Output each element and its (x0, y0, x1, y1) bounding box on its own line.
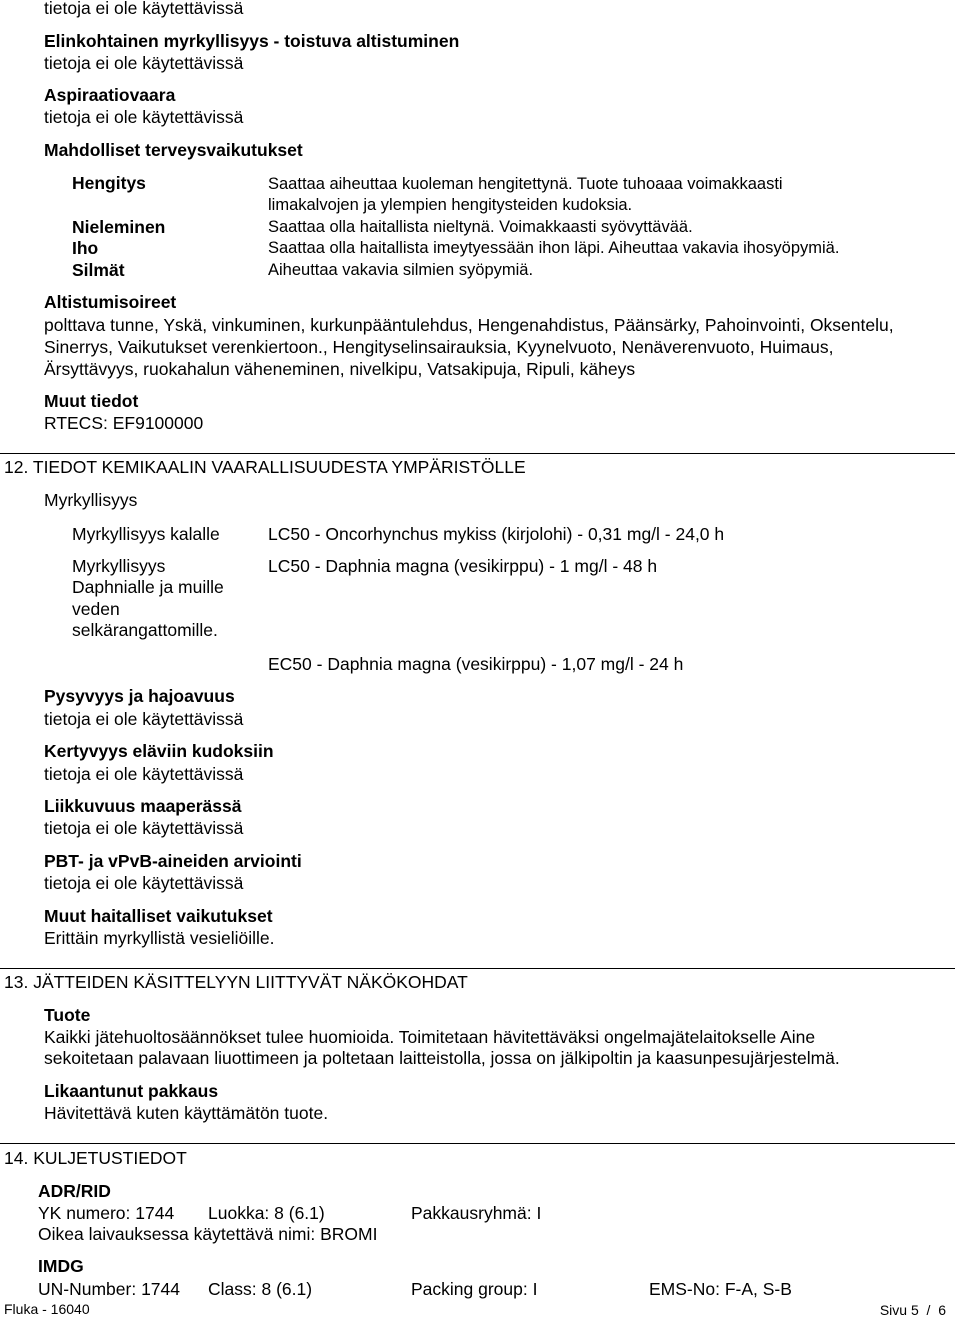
route-text-inhalation-1: Saattaa aiheuttaa kuoleman hengitettynä. Tuote tuhoaaa voimakkaasti (268, 175, 783, 193)
adr-title: ADR/RID (38, 1181, 111, 1201)
packaging-text: Hävitettävä kuten käyttämätön tuote. (44, 1103, 329, 1123)
symptoms-title: Altistumisoireet (44, 292, 177, 312)
bioaccumulation-text: tietoja ei ole käytettävissä (44, 764, 244, 784)
section-14-title: 14. KULJETUSTIEDOT (4, 1148, 187, 1168)
route-label-ingestion: Nieleminen (72, 217, 166, 237)
daphnia-label-2: Daphnialle ja muille (72, 577, 224, 597)
fish-toxicity-label: Myrkyllisyys kalalle (72, 524, 220, 544)
daphnia-label-4: selkärangattomille. (72, 620, 218, 640)
daphnia-value-lc50: LC50 - Daphnia magna (vesikirppu) - 1 mg/l - 48 h (268, 556, 658, 576)
aspiration-text: tietoja ei ole käytettävissä (44, 107, 244, 127)
other-effects-text: Erittäin myrkyllistä vesieliöille. (44, 928, 275, 948)
repeated-exposure-text: tietoja ei ole käytettävissä (44, 53, 244, 73)
section-divider-13 (0, 968, 955, 969)
product-line-1: Kaikki jätehuoltosäännökset tulee huomioida. Toimitetaan hävitettäväksi ongelmajätelaitokselle Aine (44, 1027, 816, 1047)
repeated-exposure-title: Elinkohtainen myrkyllisyys - toistuva altistuminen (44, 31, 460, 51)
aspiration-title: Aspiraatiovaara (44, 85, 176, 105)
mobility-text: tietoja ei ole käytettävissä (44, 818, 244, 838)
section-divider-14 (0, 1143, 955, 1144)
mobility-title: Liikkuvuus maaperässä (44, 796, 242, 816)
health-effects-title: Mahdolliset terveysvaikutukset (44, 140, 303, 160)
other-info-title: Muut tiedot (44, 391, 139, 411)
adr-class: Luokka: 8 (6.1) (208, 1203, 325, 1223)
adr-shipping-name: Oikea laivauksessa käytettävä nimi: BROMI (38, 1224, 378, 1244)
section-divider-12 (0, 453, 955, 454)
route-text-ingestion: Saattaa olla haitallista nieltynä. Voimakkaasti syövyttävää. (268, 218, 693, 236)
route-text-eyes: Aiheuttaa vakavia silmien syöpymiä. (268, 261, 534, 279)
pbt-title: PBT- ja vPvB-aineiden arviointi (44, 851, 302, 871)
toxicity-title: Myrkyllisyys (44, 490, 138, 510)
route-label-eyes: Silmät (72, 260, 125, 280)
daphnia-label-3: veden (72, 599, 120, 619)
fish-toxicity-value: LC50 - Oncorhynchus mykiss (kirjolohi) - 0,31 mg/l - 24,0 h (268, 524, 725, 544)
top-na-text: tietoja ei ole käytettävissä (44, 0, 244, 18)
imdg-ems-number: EMS-No: F-A, S-B (649, 1279, 792, 1299)
route-text-inhalation-2: limakalvojen ja ylempien hengitysteiden kudoksia. (268, 196, 633, 214)
other-effects-title: Muut haitalliset vaikutukset (44, 906, 273, 926)
packaging-title: Likaantunut pakkaus (44, 1081, 219, 1101)
imdg-packing-group: Packing group: I (411, 1279, 538, 1299)
daphnia-label-1: Myrkyllisyys (72, 556, 166, 576)
product-title: Tuote (44, 1005, 91, 1025)
imdg-title: IMDG (38, 1256, 84, 1276)
pbt-text: tietoja ei ole käytettävissä (44, 873, 244, 893)
symptoms-line-3: Ärsyttävyys, ruokahalun väheneminen, nivelkipu, Vatsakipuja, Ripuli, käheys (44, 359, 636, 379)
adr-packing-group: Pakkausryhmä: I (411, 1203, 542, 1223)
route-label-inhalation: Hengitys (72, 173, 146, 193)
imdg-un-number: UN-Number: 1744 (38, 1279, 180, 1299)
rtecs-text: RTECS: EF9100000 (44, 413, 204, 433)
product-line-2: sekoitetaan palavaan liuottimeen ja poltetaan laitteistolla, jossa on jälkipoltin ja kaasunpesujärjestelmä. (44, 1048, 840, 1068)
route-label-skin: Iho (72, 238, 99, 258)
route-text-skin: Saattaa olla haitallista imeytyessään ihon läpi. Aiheuttaa vakavia ihosyöpymiä. (268, 239, 840, 257)
persistence-title: Pysyvyys ja hajoavuus (44, 686, 235, 706)
adr-un-number: YK numero: 1744 (38, 1203, 175, 1223)
footer-page-number: Sivu 5 / 6 (879, 1302, 946, 1318)
footer-product-id: Fluka - 16040 (4, 1301, 90, 1317)
symptoms-line-2: Sinerrys, Vaikutukset verenkiertoon., Hengityselinsairauksia, Kyynelvuoto, Nenäverenvuoto, Huimaus, (44, 337, 834, 357)
persistence-text: tietoja ei ole käytettävissä (44, 709, 244, 729)
symptoms-line-1: polttava tunne, Yskä, vinkuminen, kurkunpääntulehdus, Hengenahdistus, Päänsärky, Pahoinvointi, Oksentelu, (44, 315, 894, 335)
section-12-title: 12. TIEDOT KEMIKAALIN VAARALLISUUDESTA YMPÄRISTÖLLE (4, 457, 526, 477)
section-13-title: 13. JÄTTEIDEN KÄSITTELYYN LIITTYVÄT NÄKÖKOHDAT (4, 972, 468, 992)
bioaccumulation-title: Kertyvyys eläviin kudoksiin (44, 741, 274, 761)
daphnia-value-ec50: EC50 - Daphnia magna (vesikirppu) - 1,07 mg/l - 24 h (268, 654, 684, 674)
imdg-class: Class: 8 (6.1) (208, 1279, 313, 1299)
